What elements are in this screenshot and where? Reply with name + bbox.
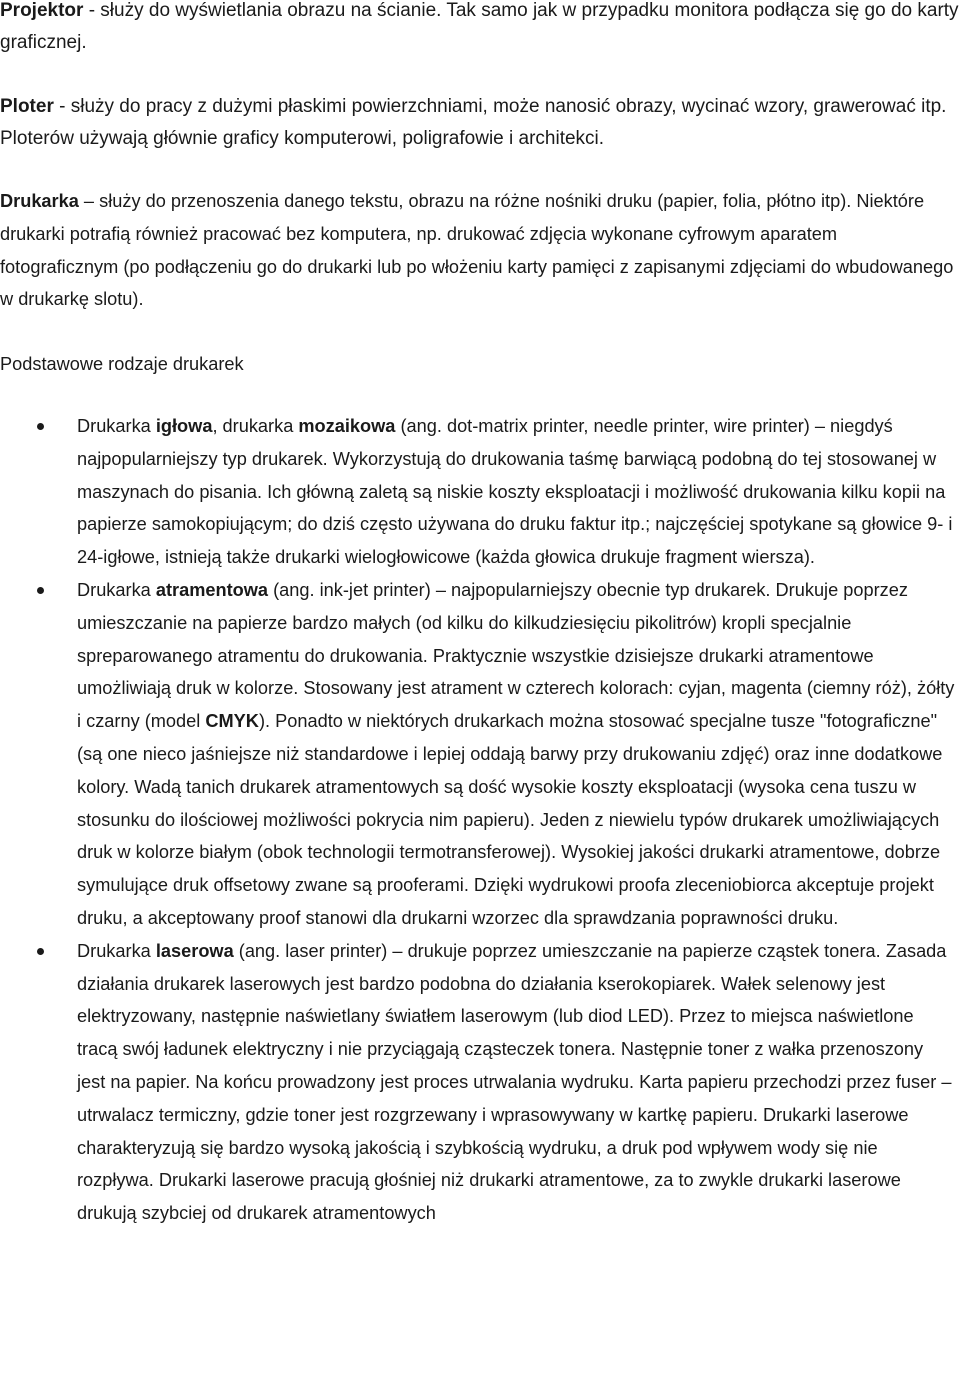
bullet-icon	[37, 587, 44, 594]
bullet-icon	[37, 423, 44, 430]
list-item-inkjet	[0, 574, 955, 935]
item-pre: Drukarka	[77, 579, 156, 600]
types-heading: Podstawowe rodzaje drukarek	[0, 354, 244, 374]
drukarka-text: – służy do przenoszenia danego tekstu, obrazu na różne nośniki druku (papier, folia, płótno itp). Niektóre drukarki potrafią również pracować bez komputera, np. drukować zdjęcia wykonane cyfrowym aparatem fotograficznym (po podłączeniu go do drukarki lub po włożeniu karty pamięci z zapisanymi zdjęciami do wbudowanego w drukarkę slotu).	[0, 191, 954, 310]
list-item-laser	[0, 935, 955, 1230]
printer-types-list	[0, 410, 960, 1230]
item-mid: (ang. ink-jet printer) – najpopularniejszy obecnie typ drukarek. Drukuje poprzez umieszczanie na papierze bardzo małych (od kilku do kilkudziesięciu pikolitrów) kropli specjalnie spreparowanego atramentu do drukowania. Praktycznie wszystkie dzisiejsze drukarki atramentowe umożliwiają druk w kolorze. Stosowany jest atrament w czterech kolorach: cyjan, magenta (ciemny róż), żółty i czarny (model	[77, 579, 955, 732]
ploter-paragraph	[0, 91, 960, 155]
item-bold-1: igłowa	[155, 416, 213, 436]
bullet-icon	[37, 948, 44, 955]
item-post: ). Ponadto w niektórych drukarkach można stosować specjalne tusze "fotograficzne" (są one nieco jaśniejsze niż standardowe i lepiej oddają barwy przy drukowaniu zdjęć) oraz inne dodatkowe kolory. Wadą tanich drukarek atramentowych są dość wysokie koszty eksploatacji (wysoka cena tuszu w stosunku do ilościowej możliwości pokrycia nim papieru). Jeden z niewielu typów drukarek umożliwiających druk w kolorze białym (obok technologii termotransferowej). Wysokiej jakości drukarki atramentowe, dobrze symulujące druk offsetowy zwane są prooferami. Dzięki wydrukowi proofa zleceniobiorca akceptuje projekt druku, a akceptowany proof stanowi dla drukarni wzorzec dla sprawdzania poprawności druku.	[77, 711, 943, 928]
projektor-term: Projektor	[0, 0, 84, 21]
projektor-paragraph	[0, 0, 960, 59]
ploter-term: Ploter	[0, 96, 54, 117]
item-bold-1: laserowa	[155, 940, 234, 961]
item-pre: Drukarka	[77, 940, 156, 961]
item-mid: (ang. laser printer) – drukuje poprzez umieszczanie na papierze cząstek tonera. Zasada działania drukarek laserowych jest bardzo podobna do działania kserokopiarek. Wałek selenowy jest elektryzowany, następnie naświetlany światłem laserowym (lub diod LED). Przez to miejsca naświetlone tracą swój ładunek elektryczny i nie przyciągają cząsteczek tonera. Następnie toner z wałka przenoszony jest na papier. Na końcu prowadzony jest proces utrwalania wydruku. Karta papieru przechodzi przez fuser – utrwalacz termiczny, gdzie toner jest rozgrzewany i wprasowywany w kartkę papieru. Drukarki laserowe charakteryzują się bardzo wysoką jakością i szybkością wydruku, a druk pod wpływem wody się nie rozpływa. Drukarki laserowe pracują głośniej niż drukarki atramentowe, za to zwykle drukarki laserowe drukują szybciej od drukarek atramentowych	[77, 940, 952, 1224]
item-pre: Drukarka	[77, 416, 156, 436]
item-bold-1: atramentowa	[155, 579, 269, 600]
drukarka-paragraph	[0, 185, 960, 316]
item-post: (ang. dot-matrix printer, needle printer, wire printer) – niegdyś najpopularniejszy typ drukarek. Wykorzystują do drukowania taśmę barwiącą podobną do tej stosowanej w maszynach do pisania. Ich główną zaletą są niskie koszty eksploatacji i możliwość drukowania kilku kopii na papierze samokopiującym; do dziś często używana do druku faktur itp.; najczęściej spotykane są głowice 9- i 24-igłowe, istnieją także drukarki wielogłowicowe (każda głowica drukuje fragment wiersza).	[77, 416, 953, 568]
drukarka-term: Drukarka	[0, 191, 79, 211]
item-bold-2: mozaikowa	[298, 416, 396, 436]
ploter-text: - służy do pracy z dużymi płaskimi powierzchniami, może nanosić obrazy, wycinać wzory, grawerować itp. Ploterów używają głównie graficy komputerowi, poligrafowie i architekci.	[0, 96, 947, 149]
projektor-text: - służy do wyświetlania obrazu na ścianie. Tak samo jak w przypadku monitora podłącza się go do karty graficznej.	[0, 0, 959, 53]
item-mid: , drukarka	[212, 416, 299, 436]
list-item-dot-matrix	[0, 410, 955, 574]
item-bold-2: CMYK	[205, 711, 259, 732]
